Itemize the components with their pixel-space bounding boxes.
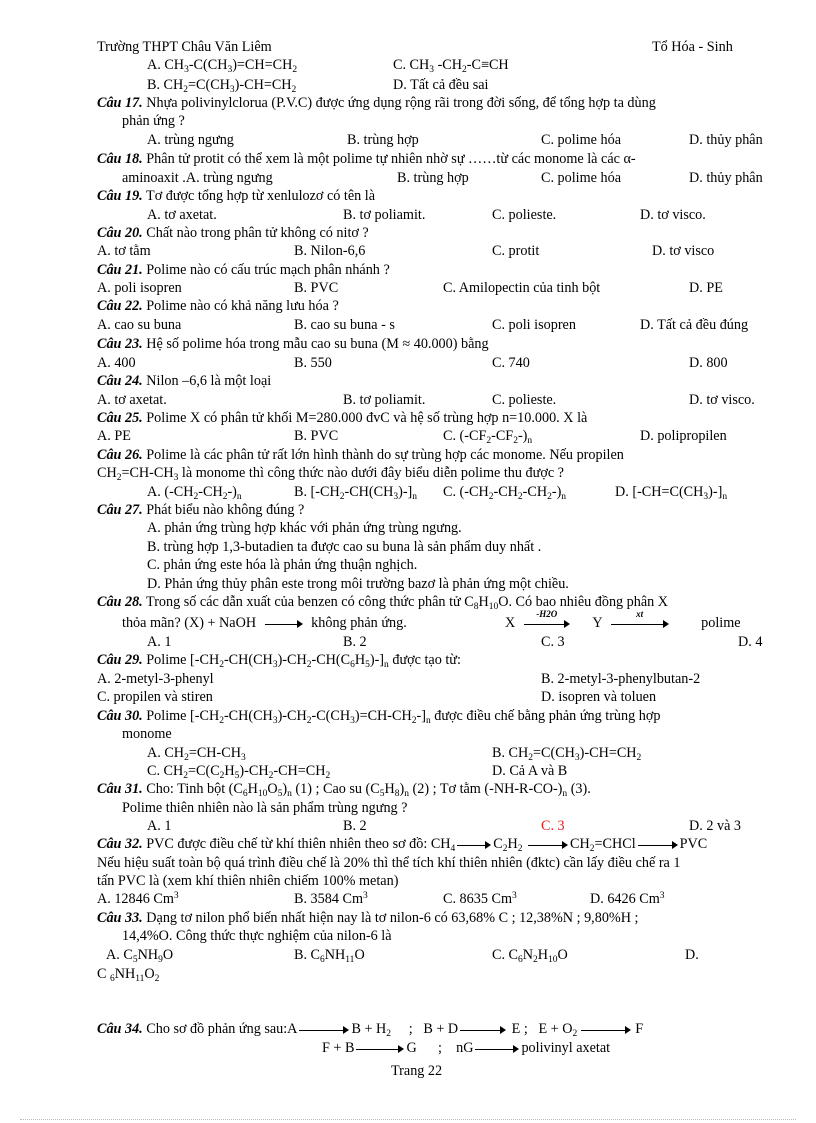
arrow-icon <box>581 1025 631 1035</box>
question-31: Câu 31. Cho: Tinh bột $(C_6H_{10}O_5)_n$ (1) ; Cao su $(C_5H_8)_n$ (2) ; Tơ tằm $(-NH-R-CO-)_n$ (3). <box>97 781 591 799</box>
option-a: A. $CH_3-C(CH_3)=CH=CH_2$ <box>147 57 298 75</box>
q33-option-a: A. $C_5NH_9O$ <box>106 947 174 965</box>
q20-option-c: C. protit <box>492 243 540 259</box>
arrow-icon <box>457 840 491 850</box>
q27-option-a: A. phản ứng trùng hợp khác với phản ứng trùng ngưng. <box>147 520 462 536</box>
q32-option-a: A. 12846 Cm$^3$ <box>97 891 179 907</box>
question-34-cont: F + B G ; nG polivinyl axetat <box>322 1040 611 1056</box>
q18-option-a: aminoaxit .A. trùng ngưng <box>122 170 273 186</box>
q19-option-c: C. polieste. <box>492 207 557 223</box>
q24-option-c: C. polieste. <box>492 392 557 408</box>
q29-option-a: A. 2-metyl-3-phenyl <box>97 671 214 687</box>
question-20: Câu 20. Chất nào trong phân tử không có nitơ ? <box>97 225 369 241</box>
q23-option-c: C. 740 <box>492 355 530 371</box>
q17-option-b: B. trùng hợp <box>347 132 419 148</box>
question-32-cont2: tấn PVC là (xem khí thiên nhiên chiếm 100% metan) <box>97 873 399 889</box>
arrow-icon <box>475 1044 519 1054</box>
arrow-icon <box>356 1044 404 1054</box>
q25-option-b: B. PVC <box>294 428 339 444</box>
q22-option-c: C. poli isopren <box>492 317 576 333</box>
q27-option-d: D. Phản ứng thủy phân este trong môi trường bazơ là phản ứng một chiều. <box>147 576 569 592</box>
q19-option-d: D. tơ visco. <box>640 207 706 223</box>
question-29: Câu 29. Polime $[-CH_2-CH(CH_3)-CH_2-CH(C_6H_5)-]_n$ được tạo từ: <box>97 652 461 670</box>
q24-option-b: B. tơ poliamit. <box>343 392 426 408</box>
footer-divider <box>20 1119 796 1120</box>
q30-option-c: C. $CH_2=C(C_2H_5)-CH_2-CH=CH_2$ <box>147 763 331 781</box>
q26-option-c: C. $(-CH_2-CH_2-CH_2-)_n$ <box>443 484 567 502</box>
q25-option-c: C. $(-CF_2-CF_2-)_n$ <box>443 428 533 446</box>
school-name: Trường THPT Châu Văn Liêm <box>97 39 272 55</box>
q26-option-b: B. $[-CH_2-CH(CH_3)-]_n$ <box>294 484 418 502</box>
question-26-cont: $CH_2=CH-CH_3$ là monome thì công thức nào dưới đây biểu diễn polime thu được ? <box>97 465 564 483</box>
department-name: Tổ Hóa - Sinh <box>652 39 733 55</box>
arrow-icon <box>638 840 678 850</box>
q21-option-d: D. PE <box>689 280 723 296</box>
q32-option-c: C. 8635 Cm$^3$ <box>443 891 517 907</box>
q33-option-b: B. $C_6NH_{11}O$ <box>294 947 365 965</box>
question-34: Câu 34. Cho sơ đồ phản ứng sau:A $B + H_2$ ; B + D E ; $E + O_2$ F <box>97 1021 644 1039</box>
q25-option-d: D. polipropilen <box>640 428 727 444</box>
q23-option-b: B. 550 <box>294 355 332 371</box>
question-24: Câu 24. Nilon –6,6 là một loại <box>97 373 272 389</box>
q22-option-d: D. Tất cả đều đúng <box>640 317 749 333</box>
arrow-icon <box>299 1025 349 1035</box>
question-22: Câu 22. Polime nào có khả năng lưu hóa ? <box>97 298 339 314</box>
q21-option-c: C. Amilopectin của tinh bột <box>443 280 601 296</box>
q29-option-c: C. propilen và stiren <box>97 689 213 705</box>
question-32: Câu 32. PVC được điều chế từ khí thiên nhiên theo sơ đồ: $CH_4$ $C_2H_2$ $CH_2=CHCl$ PVC <box>97 836 708 854</box>
q25-option-a: A. PE <box>97 428 131 444</box>
q28-option-b: B. 2 <box>343 634 367 650</box>
q23-option-d: D. 800 <box>689 355 728 371</box>
q22-option-a: A. cao su buna <box>97 317 182 333</box>
question-28-cont: thỏa mãn? (X) + NaOH không phản ứng. <box>122 615 407 631</box>
q33-option-c: C. $C_6N_2H_{10}O$ <box>492 947 568 965</box>
question-23: Câu 23. Hệ số polime hóa trong mẫu cao su buna (M ≈ 40.000) bằng <box>97 336 489 352</box>
question-30: Câu 30. Polime $[-CH_2-CH(CH_3)-CH_2-C(CH_3)=CH-CH_2-]_n$ được điều chế bằng phản ứng trùng hợp <box>97 708 661 726</box>
q31-option-c-answer: C. 3 <box>541 818 565 834</box>
q29-option-d: D. isopren và toluen <box>541 689 657 705</box>
q28-option-a: A. 1 <box>147 634 172 650</box>
question-32-cont: Nếu hiệu suất toàn bộ quá trình điều chế là 20% thì thể tích khí thiên nhiên (đktc) cần lấy điều chế ra 1 <box>97 855 681 871</box>
q21-option-a: A. poli isopren <box>97 280 182 296</box>
question-26: Câu 26. Polime là các phân tử rất lớn hình thành do sự trùng hợp các monome. Nếu propilen <box>97 447 624 463</box>
q18-option-c: C. polime hóa <box>541 170 621 186</box>
q20-option-d: D. tơ visco <box>652 243 715 259</box>
option-b: B. $CH_2=C(CH_3)-CH=CH_2$ <box>147 77 297 95</box>
question-18: Câu 18. Phân tử protit có thể xem là một polime tự nhiên nhờ sự ……từ các monome là các α- <box>97 151 636 167</box>
q30-option-d: D. Cả A và B <box>492 763 568 779</box>
q26-option-a: A. $(-CH_2-CH_2-)_n$ <box>147 484 242 502</box>
q17-option-a: A. trùng ngưng <box>147 132 234 148</box>
question-33-cont: 14,4%O. Công thức thực nghiệm của nilon-6 là <box>122 928 392 944</box>
question-30-cont: monome <box>122 726 172 742</box>
q31-option-b: B. 2 <box>343 818 367 834</box>
option-d: D. Tất cả đều sai <box>393 77 489 93</box>
q21-option-b: B. PVC <box>294 280 339 296</box>
q20-option-b: B. Nilon-6,6 <box>294 243 366 259</box>
q18-option-d: D. thủy phân <box>689 170 763 186</box>
q27-option-c: C. phản ứng este hóa là phản ứng thuận nghịch. <box>147 557 418 573</box>
q31-option-a: A. 1 <box>147 818 172 834</box>
option-c: C. $CH_3$ $-CH_2-C\equiv CH$ <box>393 57 509 75</box>
q31-option-d: D. 2 và 3 <box>689 818 742 834</box>
q30-option-b: B. $CH_2=C(CH_3)-CH=CH_2$ <box>492 745 642 763</box>
q24-option-a: A. tơ axetat. <box>97 392 167 408</box>
q19-option-a: A. tơ axetat. <box>147 207 217 223</box>
question-21: Câu 21. Polime nào có cấu trúc mạch phân nhánh ? <box>97 262 390 278</box>
q19-option-b: B. tơ poliamit. <box>343 207 426 223</box>
q30-option-a: A. $CH_2=CH-CH_3$ <box>147 745 246 763</box>
arrow-icon: -H2O <box>524 619 570 629</box>
question-27: Câu 27. Phát biểu nào không đúng ? <box>97 502 305 518</box>
question-17: Câu 17. Nhựa polivinylclorua (P.V.C) được ứng dụng rộng rãi trong đời sống, để tổng hợp ta dùng <box>97 95 656 111</box>
question-25: Câu 25. Polime X có phân tử khối M=280.000 đvC và hệ số trùng hợp n=10.000. X là <box>97 410 588 426</box>
question-28: Câu 28. Trong số các dẫn xuất của benzen có công thức phân tử $C_8H_{10}O$. Có bao nhiêu đồng phân X <box>97 594 669 612</box>
q28-option-c: C. 3 <box>541 634 565 650</box>
question-19: Câu 19. Tơ được tổng hợp từ xenlulozơ có tên là <box>97 188 376 204</box>
arrow-icon <box>528 840 568 850</box>
q32-option-d: D. 6426 Cm$^3$ <box>590 891 665 907</box>
q32-option-b: B. 3584 Cm$^3$ <box>294 891 368 907</box>
q29-option-b: B. 2-metyl-3-phenylbutan-2 <box>541 671 701 687</box>
q23-option-a: A. 400 <box>97 355 136 371</box>
q17-option-d: D. thủy phân <box>689 132 763 148</box>
question-33: Câu 33. Dạng tơ nilon phổ biến nhất hiện nay là tơ nilon-6 có 63,68% C ; 12,38%N ; 9,80%H ; <box>97 910 639 926</box>
q28-option-d: D. 4 <box>738 634 763 650</box>
q33-option-d-label: D. <box>685 947 699 963</box>
question-31-cont: Polime thiên nhiên nào là sản phẩm trùng ngưng ? <box>122 800 408 816</box>
q24-option-d: D. tơ visco. <box>689 392 755 408</box>
q18-option-b: B. trùng hợp <box>397 170 469 186</box>
q20-option-a: A. tơ tằm <box>97 243 151 259</box>
q22-option-b: B. cao su buna - s <box>294 317 395 333</box>
arrow-icon <box>265 619 303 629</box>
q26-option-d: D. $[-CH=C(CH_3)-]_n$ <box>615 484 728 502</box>
page-number: Trang 22 <box>391 1063 443 1079</box>
q17-option-c: C. polime hóa <box>541 132 621 148</box>
question-17-cont: phản ứng ? <box>122 113 185 129</box>
arrow-icon <box>460 1025 506 1035</box>
q27-option-b: B. trùng hợp 1,3-butadien ta được cao su buna là sản phẩm duy nhất . <box>147 539 542 555</box>
q28-scheme: X -H2O Y xt polime <box>505 608 741 631</box>
q33-option-d: C $_6NH_{11}O_2$ <box>97 966 160 984</box>
arrow-icon: xt <box>611 619 669 629</box>
